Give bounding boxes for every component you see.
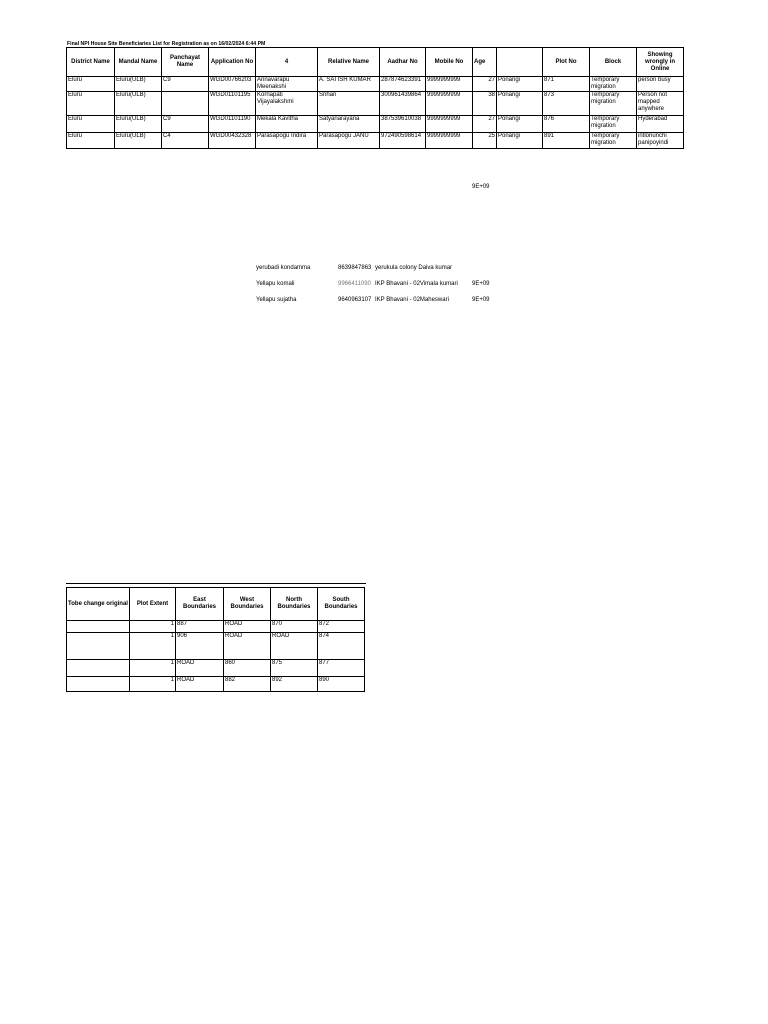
cell: 874	[318, 633, 365, 660]
cell: Mekala Kavitha	[256, 116, 318, 133]
cell: 1	[130, 660, 176, 677]
cell: Temporary migration	[590, 92, 637, 116]
cell: 887	[176, 621, 224, 633]
cell: Person not mapped anywhere	[637, 92, 684, 116]
cell	[67, 677, 130, 692]
loose-info: yerukula colony Daiva kumar	[375, 265, 453, 271]
header-cell: Application No	[209, 48, 256, 77]
cell: 1	[130, 677, 176, 692]
header-cell: Mandal Name	[115, 48, 162, 77]
cell: Eluru	[67, 77, 115, 92]
header-cell: Plot Extent	[130, 588, 176, 621]
table-row	[67, 116, 684, 133]
cell: 891	[543, 133, 590, 149]
cell: Temporary migration	[590, 77, 637, 92]
cell: C9	[162, 116, 209, 133]
loose-phone: 9966411090	[338, 281, 371, 287]
header-cell: Mobile No	[426, 48, 473, 77]
loose-name: Yellapu komali	[256, 281, 295, 287]
cell: WGD00432328	[209, 133, 256, 149]
cell: 890	[318, 677, 365, 692]
cell: Ponangi	[497, 133, 543, 149]
cell: 25	[473, 133, 497, 149]
cell: 870	[271, 621, 318, 633]
header-cell: Age	[473, 48, 497, 77]
cell: WGD00766203	[209, 77, 256, 92]
header-cell: Relative Name	[318, 48, 380, 77]
cell: Kornapati Vijayalakshmi	[256, 92, 318, 116]
cell: 873	[543, 92, 590, 116]
header-cell: North Boundaries	[271, 588, 318, 621]
header-cell: Tobe change original	[67, 588, 130, 621]
cell: Eluru	[67, 116, 115, 133]
cell: 871	[543, 77, 590, 92]
loose-info: IKP Bhavani - 02Vimala kumari	[375, 281, 458, 287]
cell	[67, 633, 130, 660]
cell	[67, 660, 130, 677]
cell: Srihari	[318, 92, 380, 116]
header-cell: Plot No	[543, 48, 590, 77]
cell: WGD01101195	[209, 92, 256, 116]
cell: Annavarapu Meenakshi	[256, 77, 318, 92]
cell: 972490598614	[380, 133, 426, 149]
cell: Eluru	[67, 92, 115, 116]
cell: Eluru	[67, 133, 115, 149]
sci-value: 9E+09	[472, 184, 490, 190]
cell: Hyderabad	[637, 116, 684, 133]
cell: 9999999999	[426, 133, 473, 149]
cell: 1	[130, 621, 176, 633]
cell: intlonunchi panipoyindi	[637, 133, 684, 149]
cell: 9999999999	[426, 116, 473, 133]
cell: Ponangi	[497, 92, 543, 116]
loose-name: Yellapu sujatha	[256, 297, 297, 303]
header-cell: East Boundaries	[176, 588, 224, 621]
header-cell: Showing wrongly in Online	[637, 48, 684, 77]
cell: 877	[318, 660, 365, 677]
cell: Parasapogu Indira	[256, 133, 318, 149]
cell: 872	[318, 621, 365, 633]
loose-info: IKP Bhavani - 02Maheswari	[375, 297, 449, 303]
cell: 38	[473, 92, 497, 116]
cell: Eluru(ULB)	[115, 92, 162, 116]
cell: ROAD	[271, 633, 318, 660]
cell: 882	[224, 677, 271, 692]
cell: Ponangi	[497, 77, 543, 92]
cell: Eluru(ULB)	[115, 133, 162, 149]
cell: ROAD	[224, 621, 271, 633]
sci-value: 9E+09	[472, 281, 490, 287]
header-cell: West Boundaries	[224, 588, 271, 621]
header-cell: Panchayat Name	[162, 48, 209, 77]
cell: 27	[473, 116, 497, 133]
cell: 300961439864	[380, 92, 426, 116]
header-cell: Aadhar No	[380, 48, 426, 77]
table-header-row	[67, 48, 684, 77]
cell: WGD01101190	[209, 116, 256, 133]
cell: 9999999999	[426, 92, 473, 116]
cell: 875	[271, 660, 318, 677]
cell: 387539610038	[380, 116, 426, 133]
cell: Temporary migration	[590, 116, 637, 133]
cell: 892	[271, 677, 318, 692]
cell: Ponangi	[497, 116, 543, 133]
cell: Temporary migration	[590, 133, 637, 149]
header-cell	[497, 48, 543, 77]
cell: Parasapogu JANU	[318, 133, 380, 149]
table-row	[67, 677, 365, 692]
header-cell: South Boundaries	[318, 588, 365, 621]
table-row	[67, 621, 365, 633]
sheet-title: Final NPI House Site Beneficiaries List for Registration as on 16/02/2024 6:44 PM	[67, 41, 266, 47]
cell: Eluru(ULB)	[115, 116, 162, 133]
boundaries-table	[66, 587, 365, 692]
cell: 9999999999	[426, 77, 473, 92]
cell: 27	[473, 77, 497, 92]
cell: 287874623391	[380, 77, 426, 92]
cell: C9	[162, 77, 209, 92]
cell	[67, 621, 130, 633]
cell: Satyanarayana	[318, 116, 380, 133]
table-row	[67, 660, 365, 677]
header-cell: 4	[256, 48, 318, 77]
cell: 860	[224, 660, 271, 677]
cell	[162, 92, 209, 116]
cell: 1	[130, 633, 176, 660]
loose-phone: 9640963107	[338, 297, 372, 303]
loose-name: yerubadi kondamma	[256, 265, 311, 271]
table-row	[67, 633, 365, 660]
cell: Eluru(ULB)	[115, 77, 162, 92]
cell: person busy	[637, 77, 684, 92]
cell: ROAD	[176, 677, 224, 692]
cell: A. SATISH KUMAR	[318, 77, 380, 92]
cell: C4	[162, 133, 209, 149]
header-cell: District Name	[67, 48, 115, 77]
table-row	[67, 77, 684, 92]
cell: 876	[543, 116, 590, 133]
cell: ROAD	[176, 660, 224, 677]
table-header-row	[67, 588, 365, 621]
cell: ROAD	[224, 633, 271, 660]
table-row	[67, 133, 684, 149]
sci-value: 9E+09	[472, 297, 490, 303]
cell: 906	[176, 633, 224, 660]
header-cell: Block	[590, 48, 637, 77]
beneficiaries-table	[66, 47, 684, 149]
divider	[66, 583, 366, 584]
table-row	[67, 92, 684, 116]
loose-phone: 8639847863	[338, 265, 372, 271]
